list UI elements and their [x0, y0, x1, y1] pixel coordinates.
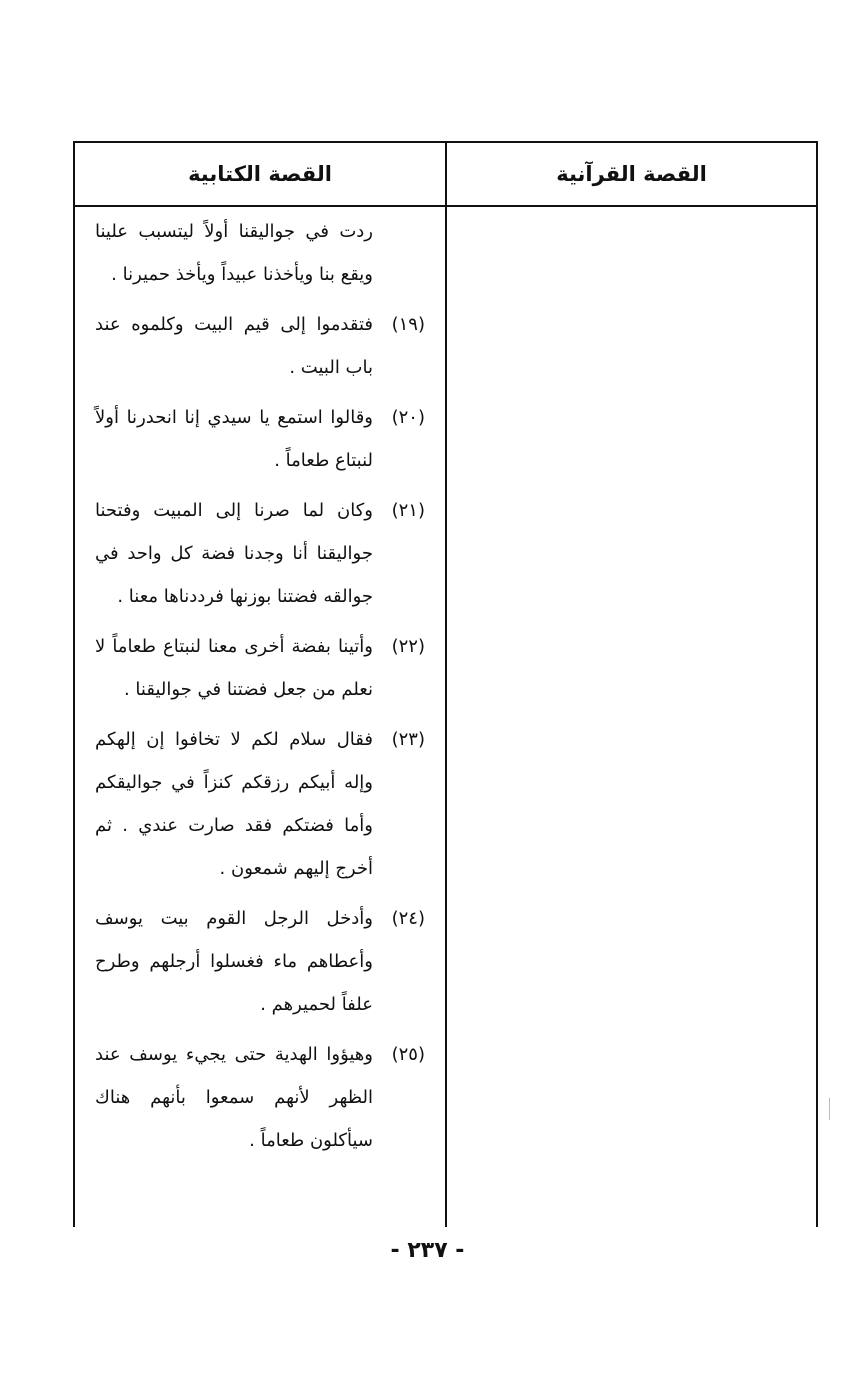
verse-number: (٢٥) [391, 1044, 425, 1065]
scan-artifact [829, 1098, 830, 1120]
verse-text: وقالوا استمع يا سيدي إنا انحدرنا أولاً لنبتاع طعاماً . [95, 407, 373, 471]
page-number: - ٢٣٧ - [390, 1238, 465, 1263]
verse-number: (٢٠) [391, 407, 425, 428]
table-left-border [73, 141, 75, 1227]
verse-number: (٢٤) [391, 908, 425, 929]
biblical-story-column [95, 210, 425, 1169]
verse-number: (٢٢) [391, 636, 425, 657]
verse-number: (٢١) [391, 500, 425, 521]
verse-entry [95, 897, 425, 1026]
verse-entry [95, 303, 425, 389]
quranic-story-header: القصة القرآنية [556, 162, 707, 186]
biblical-story-header: القصة الكتابية [188, 162, 332, 186]
verse-number: (٢٣) [391, 729, 425, 750]
verse-number: (١٩) [391, 314, 425, 335]
verse-text: وأدخل الرجل القوم بيت يوسف وأعطاهم ماء فغسلوا أرجلهم وطرح علفاً لحميرهم . [95, 908, 373, 1015]
verse-entry [95, 625, 425, 711]
verse-entry [95, 210, 425, 296]
verse-text: فقال سلام لكم لا تخافوا إن إلهكم وإله أبيكم رزقكم كنزاً في جواليقكم وأما فضتكم فقد صارت عندي . ثم أخرج إليهم شمعون . [95, 729, 373, 879]
verse-entry [95, 1033, 425, 1162]
table-column-divider [445, 141, 447, 1227]
verse-entry [95, 396, 425, 482]
verse-text: وهيؤوا الهدية حتى يجيء يوسف عند الظهر لأنهم سمعوا بأنهم هناك سيأكلون طعاماً . [95, 1044, 373, 1151]
verse-text: فتقدموا إلى قيم البيت وكلموه عند باب البيت . [95, 314, 373, 378]
verse-entry [95, 489, 425, 618]
verse-text: ردت في جواليقنا أولاً ليتسبب علينا ويقع بنا ويأخذنا عبيداً ويأخذ حميرنا . [95, 221, 373, 285]
table-right-border [816, 141, 818, 1227]
verse-text: وكان لما صرنا إلى المبيت وفتحنا جواليقنا أنا وجدنا فضة كل واحد في جوالقه فضتنا بوزنها فرددناها معنا . [95, 500, 373, 607]
verse-text: وأتينا بفضة أخرى معنا لنبتاع طعاماً لا نعلم من جعل فضتنا في جواليقنا . [95, 636, 373, 700]
verse-entry [95, 718, 425, 890]
